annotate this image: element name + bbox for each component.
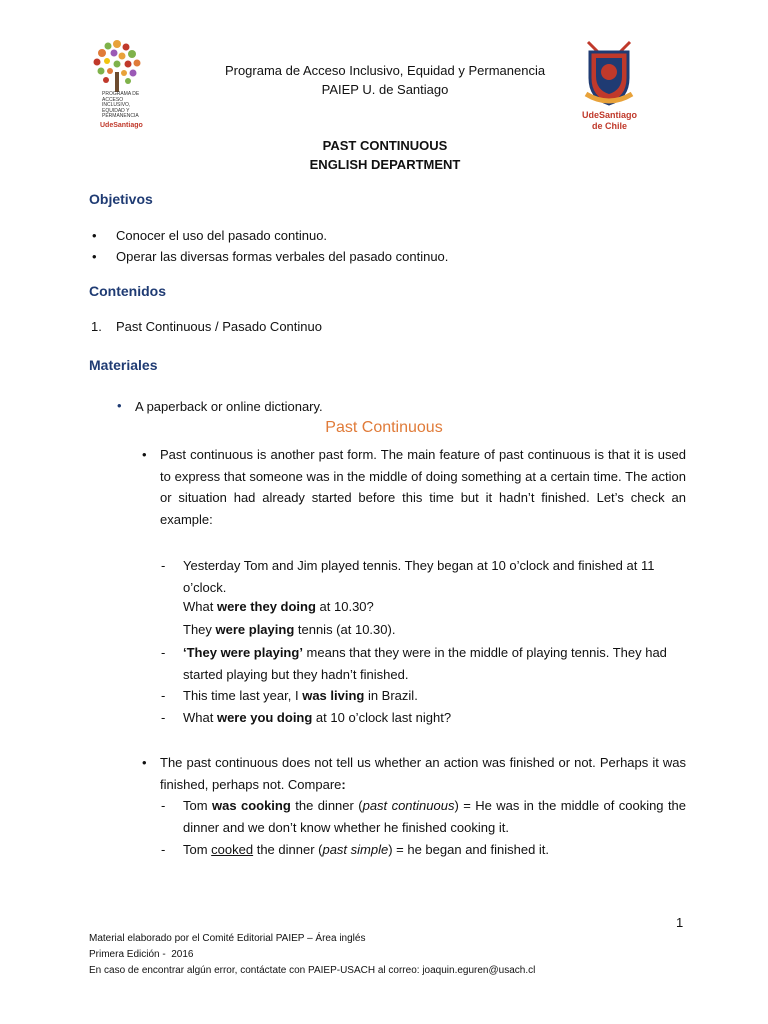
dash-icon: -	[161, 798, 166, 813]
header-line-1: Programa de Acceso Inclusivo, Equidad y Permanencia	[224, 63, 546, 78]
dash-icon: -	[161, 558, 166, 573]
contenidos-heading: Contenidos	[89, 283, 166, 299]
bullet-icon: •	[142, 447, 147, 462]
footer-line-2: Primera Edición - 2016	[89, 949, 194, 960]
materiales-item: A paperback or online dictionary.	[135, 399, 323, 414]
section-title: Past Continuous	[325, 419, 443, 436]
dash-icon: -	[161, 645, 166, 660]
usach-sub: de Chile	[592, 121, 628, 131]
underline-run: cooked	[211, 842, 254, 857]
text-run: They	[183, 622, 216, 637]
dash-icon: -	[161, 710, 166, 725]
bold-run: were they doing	[216, 599, 316, 614]
bold-run: were you doing	[216, 710, 313, 725]
header-line-2: PAIEP U. de Santiago	[321, 82, 449, 97]
materiales-heading: Materiales	[89, 357, 158, 373]
bullet-icon: •	[92, 249, 97, 264]
bullet-icon: •	[142, 755, 147, 770]
text-run: in Brazil.	[364, 688, 418, 703]
tree-icon	[88, 36, 146, 94]
objetivo-item: Conocer el uso del pasado continuo.	[116, 228, 328, 243]
logo-text-line: ACCESO	[102, 96, 124, 103]
bold-run: ‘They were playing’	[183, 645, 303, 660]
logo-text-line: INCLUSIVO,	[102, 102, 131, 109]
italic-run: past simple	[322, 842, 389, 857]
text-run: What	[183, 710, 217, 725]
bullet-icon: •	[117, 398, 122, 413]
logo-text-line: EQUIDAD Y	[102, 107, 130, 114]
example-3	[183, 688, 418, 703]
bold-run: :	[341, 776, 346, 792]
example-2	[183, 642, 686, 685]
logo-small-text	[102, 92, 139, 120]
text-run: at 10 o’clock last night?	[312, 710, 452, 725]
italic-run: past continuous	[362, 798, 455, 813]
bold-run: was cooking	[211, 798, 291, 813]
footer-line-1: Material elaborado por el Comité Editorial PAIEP – Área inglés	[89, 933, 366, 944]
text-run: ) = He was in the middle of cooking the dinner and we don’t know whether he finished cooking it.	[183, 798, 687, 835]
usach-brand: UdeSantiago	[582, 110, 638, 120]
example-1c	[183, 622, 395, 637]
paragraph-2	[160, 752, 686, 795]
text-run: What	[183, 599, 217, 614]
text-run: tennis (at 10.30).	[294, 622, 396, 637]
objetivos-heading: Objetivos	[89, 191, 153, 207]
paragraph-1: Past continuous is another past form. The main feature of past continuous is that it is used to express that someone was in the middle of doing something at a certain time. The action or situation had already started before this time but it hadn’t finished. Let’s check an example:	[160, 447, 686, 527]
example-1a: Yesterday Tom and Jim played tennis. They began at 10 o’clock and finished at 11 o’clock.	[183, 558, 655, 595]
text-run: the dinner (	[290, 798, 363, 813]
bullet-icon: •	[92, 228, 97, 243]
dash-icon: -	[161, 688, 166, 703]
compare-1	[183, 795, 686, 838]
footer-line-3: En caso de encontrar algún error, contáctate con PAIEP-USACH al correo: joaquin.eguren@usach.cl	[89, 965, 536, 976]
doc-subtitle: ENGLISH DEPARTMENT	[309, 157, 461, 172]
crest-icon	[578, 38, 640, 110]
compare-2	[183, 842, 549, 857]
text-run: at 10.30?	[315, 599, 374, 614]
text-run: The past continuous does not tell us whether an action was finished or not. Perhaps it was finished, perhaps not. Compare	[160, 755, 686, 792]
bold-run: were playing	[215, 622, 295, 637]
example-1b	[183, 599, 374, 614]
text-run: Tom	[183, 798, 212, 813]
usach-logo	[578, 38, 640, 136]
doc-title: PAST CONTINUOUS	[322, 138, 448, 153]
text-run: ) = he began and finished it.	[388, 842, 550, 857]
page-number: 1	[676, 915, 684, 930]
text-run: means that they were in the middle of playing tennis. They had started playing but they hadn’t finished.	[183, 645, 667, 682]
text-run: Tom	[183, 842, 212, 857]
logo-brand: UdeSantiago	[100, 122, 143, 129]
example-4	[183, 710, 451, 725]
objetivo-item: Operar las diversas formas verbales del pasado continuo.	[116, 249, 449, 264]
dash-icon: -	[161, 842, 166, 857]
text-run: This time last year, I	[183, 688, 303, 703]
text-run: the dinner (	[253, 842, 323, 857]
logo-text-line: PROGRAMA DE	[102, 91, 140, 97]
contenido-number: 1.	[91, 319, 102, 334]
contenido-item: Past Continuous / Pasado Continuo	[116, 319, 322, 334]
bold-run: was living	[302, 688, 365, 703]
paiep-logo	[88, 36, 146, 134]
logo-text-line: PERMANENCIA	[102, 113, 139, 120]
